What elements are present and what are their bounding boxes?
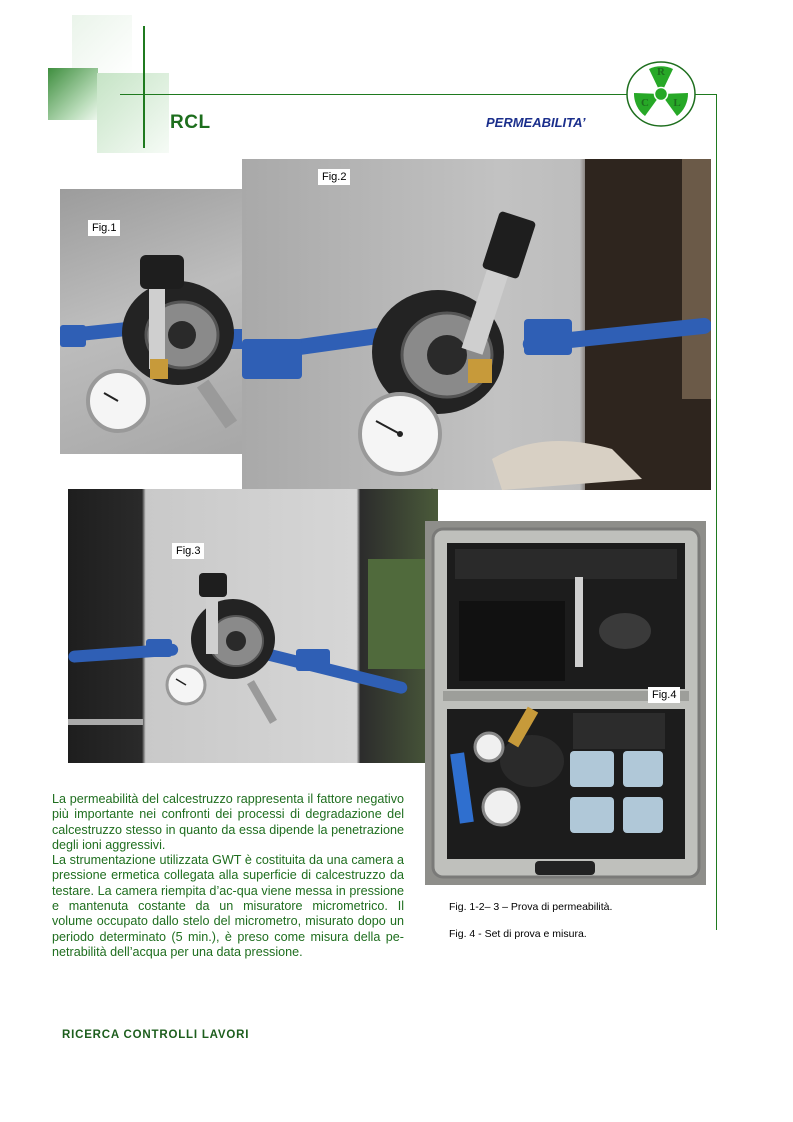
rcl-logo-icon	[625, 60, 697, 128]
fig4-case-illustration	[425, 521, 706, 885]
fig2-apparatus-illustration	[242, 159, 711, 490]
fig3-label: Fig.3	[172, 543, 204, 559]
right-vertical-rule	[716, 94, 717, 930]
header-vertical-rule	[143, 26, 145, 148]
footer-text: RICERCA CONTROLLI LAVORI	[62, 1029, 250, 1041]
fig2-label: Fig.2	[318, 169, 350, 185]
photo-fig4	[425, 521, 706, 885]
logo-letter-c: C	[641, 97, 649, 109]
section-title: PERMEABILITA’	[486, 115, 586, 130]
brand-name: RCL	[170, 112, 211, 133]
caption-fig1-3: Fig. 1-2– 3 – Prova di permeabilità.	[449, 901, 613, 913]
logo-letter-l: L	[673, 97, 681, 109]
body-text	[52, 792, 404, 960]
decor-square-left	[48, 68, 98, 120]
body-paragraph-1: La permeabilità del calcestruzzo rappresenta il fattore negativo più importante nei confronti dei processi di degradazione del calcestruzzo stesso in quanto da essa dipende la penetrazione degli ioni aggressivi.	[52, 792, 404, 852]
logo-letter-r: R	[657, 66, 665, 78]
photo-fig3	[68, 489, 438, 763]
photo-fig1	[60, 189, 242, 454]
fig4-label: Fig.4	[648, 687, 680, 703]
caption-fig4: Fig. 4 - Set di prova e misura.	[449, 928, 587, 940]
fig1-label: Fig.1	[88, 220, 120, 236]
fig3-apparatus-illustration	[68, 489, 438, 763]
decor-square-center	[97, 73, 169, 153]
body-paragraph-2: La strumentazione utilizzata GWT è costituita da una camera a pressione ermetica collegata alla superficie di calcestruzzo da testare. La camera riempita d’ac-qua viene messa in pressione e mantenuta costante da un misuratore micrometrico. Il volume occupato dallo stelo del micrometro, misurato dopo un periodo determinato (5 min.), è preso come misura della pe-netrabilità dell’acqua per una data pressione.	[52, 853, 404, 959]
decor-square-top	[72, 15, 132, 75]
photo-fig2	[242, 159, 711, 490]
